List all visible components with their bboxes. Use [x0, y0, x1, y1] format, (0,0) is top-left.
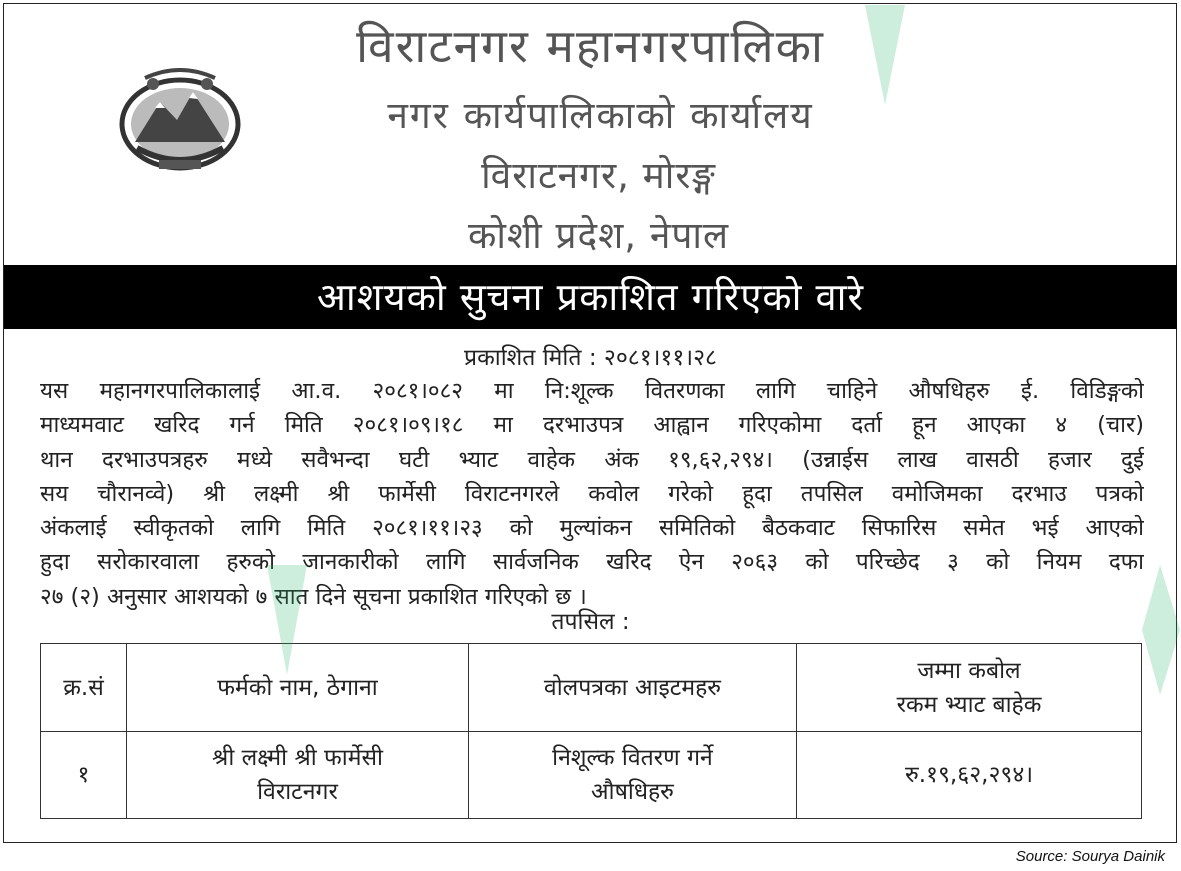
notice-line: यस महानगरपालिकालाई आ.व. २०८१।०८२ मा नि:शूल्क वितरणका लागि चाहिने औषधिहरु ई. विडिङ्गको [40, 378, 1144, 404]
notice-line: माध्यमवाट खरिद गर्न मिति २०८१।०९।१८ मा दरभाउपत्र आह्वान गरिएकोमा दर्ता हून आएका ४ (चार) [40, 412, 1144, 439]
col-header-amount [797, 644, 1142, 732]
notice-line: थान दरभाउपत्रहरु मध्ये सवैभन्दा घटी भ्याट वाहेक अंक १९,६२,२९४। (उन्नाईस लाख वासठी हजार दुई [40, 446, 1144, 473]
office-city: विराटनगर, मोरङ्ग [481, 154, 716, 197]
notice-line: अंकलाई स्वीकृतको लागि मिति २०८१।११।२३ को मुल्यांकन समितिको बैठकवाट सिफारिस समेत भई आएको [40, 515, 1144, 542]
notice-body [40, 374, 1144, 614]
notice-line: हुदा सरोकारवाला हरुको जानकारीको लागि सार्वजनिक खरिद ऐन २०६३ को परिच्छेद ३ को नियम दफा [40, 549, 1144, 576]
table-header-row [41, 644, 1142, 732]
watermark-icon [1140, 560, 1181, 700]
notice-line: २७ (२) अनुसार आशयको ७ सात दिने सूचना प्रकाशित गरिएको छ । [40, 583, 587, 610]
source-credit: Source: Sourya Dainik [1015, 848, 1165, 865]
notice-line: सय चौरानव्वे) श्री लक्ष्मी श्री फार्मेसी विराटनगरले कवोल गरेको हूदा तपसिल वमोजिमका दरभाउ पत्रको [40, 480, 1144, 507]
notice-title-banner: आशयको सुचना प्रकाशित गरिएको वारे [4, 265, 1177, 329]
col-header-sn: क्र.सं [41, 644, 127, 732]
watermark-icon [860, 0, 910, 110]
watermark-icon [262, 560, 312, 680]
office-name: विराटनगर महानगरपालिका [356, 19, 825, 73]
cell-firm-address: विराटनगर [257, 779, 338, 805]
tapasil-label: तपसिल : [551, 609, 630, 635]
office-province: कोशी प्रदेश, नेपाल [467, 214, 730, 257]
col-header-amount-line2: रकम भ्याट बाहेक [896, 691, 1042, 718]
col-header-firm: फर्मको नाम, ठेगाना [127, 644, 469, 732]
col-header-amount-line1: जम्मा कबोल [917, 657, 1021, 684]
office-subtitle: नगर कार्यपालिकाको कार्यालय [387, 94, 814, 137]
cell-items-line1: निशूल्क वितरण गर्ने [552, 745, 713, 771]
cell-amount: रु.१९,६२,२९४। [797, 732, 1142, 819]
cell-firm [127, 732, 469, 819]
cell-items [469, 732, 797, 819]
col-header-items: वोलपत्रका आइटमहरु [469, 644, 797, 732]
published-date: प्रकाशित मिति : २०८१।११।२८ [464, 345, 717, 371]
cell-items-line2: औषधिहरु [591, 779, 674, 805]
details-table [40, 643, 1142, 819]
table-row [41, 732, 1142, 819]
cell-firm-name: श्री लक्ष्मी श्री फार्मेसी [212, 745, 383, 771]
cell-sn: १ [41, 732, 127, 819]
